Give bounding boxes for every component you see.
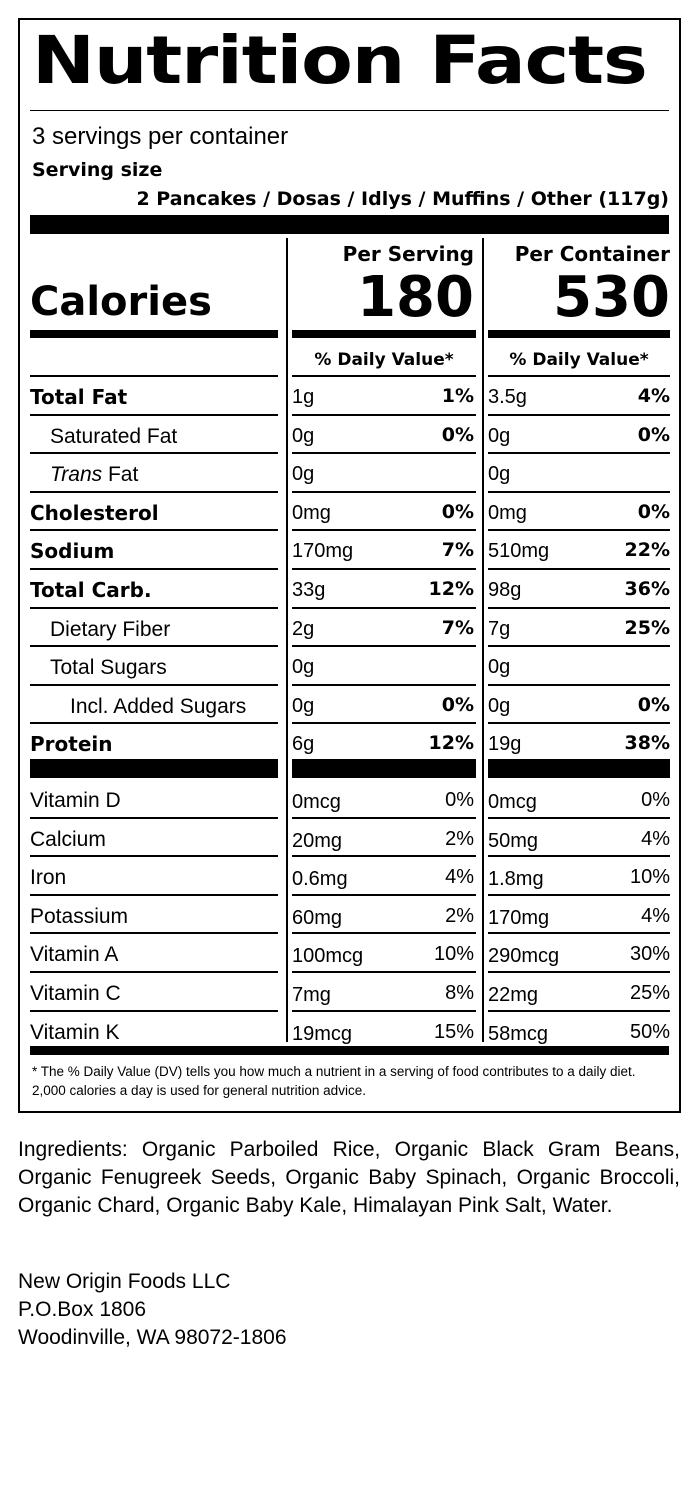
row-rule-right <box>488 894 670 896</box>
city-state-zip: Woodinville, WA 98072-1806 <box>18 1326 287 1349</box>
dv-header-serving: % Daily Value* <box>314 350 454 370</box>
container-amount: 1.8mg <box>488 868 544 891</box>
container-daily-value: 0% <box>637 423 670 446</box>
serving-amount: 170mg <box>292 540 354 563</box>
container-daily-value: 25% <box>624 616 670 639</box>
nutrient-name <box>30 539 115 564</box>
ingredients-text: Ingredients: Organic Parboiled Rice, Organic Black Gram Beans, Organic Fenugreek Seeds, Organic Baby Spinach, Organic Broccoli, Organic Chard, Organic Baby Kale, Himalayan Pink Salt, Water. <box>18 1138 680 1217</box>
row-rule-mid <box>292 414 476 416</box>
serving-amount: 100mcg <box>292 945 364 968</box>
row-rule-right <box>488 1010 670 1012</box>
nutrient-name <box>50 619 170 640</box>
vitamin-bar-right <box>488 759 670 778</box>
serving-amount: 7mg <box>292 984 331 1006</box>
container-amount: 7g <box>488 617 511 640</box>
serving-daily-value: 0% <box>441 693 474 716</box>
nutrient-name-text: Total Fat <box>30 385 128 409</box>
row-rule-mid <box>292 568 476 570</box>
row-rule-right <box>488 491 670 493</box>
nutrient-name-text: Calcium <box>30 827 106 851</box>
row-rule-left <box>30 684 278 686</box>
serving-amount: 1g <box>292 386 315 408</box>
calories-bar-right <box>488 330 670 338</box>
serving-size-label: Serving size <box>32 159 163 181</box>
container-amount: 98g <box>488 579 522 601</box>
serving-daily-value: 10% <box>433 943 474 966</box>
row-rule-right <box>488 452 670 454</box>
nutrient-name-text: Dietary Fiber <box>50 617 171 641</box>
container-amount: 50mg <box>488 829 539 852</box>
row-rule-left <box>30 817 278 819</box>
row-rule-left <box>30 971 278 973</box>
serving-daily-value: 2% <box>445 904 474 927</box>
row-rule-left <box>30 491 278 493</box>
container-daily-value: 38% <box>624 732 670 755</box>
row-rule-right <box>488 529 670 531</box>
servings-per-container: 3 servings per container <box>32 123 289 150</box>
container-daily-value: 50% <box>629 1020 670 1043</box>
row-rule-mid <box>292 529 476 531</box>
per-serving-header: Per Serving <box>342 242 474 266</box>
serving-daily-value: 4% <box>445 866 474 889</box>
nutrient-name <box>30 580 152 600</box>
serving-daily-value: 7% <box>441 616 474 639</box>
row-rule-left <box>30 529 278 531</box>
row-rule-left <box>30 568 278 570</box>
serving-size-value: 2 Pancakes / Dosas / Idlys / Muffins / Other (117g) <box>136 188 669 210</box>
container-amount: 290mcg <box>488 945 560 968</box>
container-daily-value: 0% <box>641 789 670 811</box>
row-rule-right <box>488 568 670 570</box>
serving-daily-value: 0% <box>441 423 474 446</box>
column-divider-left <box>286 238 288 1042</box>
nutrient-name-text: Iron <box>30 866 67 890</box>
nutrient-name-text: Vitamin D <box>30 789 121 812</box>
container-amount: 22mg <box>488 984 539 1006</box>
nutrient-name-text: Sodium <box>30 539 115 564</box>
serving-daily-value: 2% <box>445 827 474 850</box>
row-rule-mid <box>292 855 476 857</box>
serving-amount: 2g <box>292 617 315 640</box>
title-rule <box>30 110 669 111</box>
daily-value-footnote: * The % Daily Value (DV) tells you how much a nutrient in a serving of food contributes to a daily diet. 2,000 calories a day is used for general nutrition advice. <box>32 1064 636 1098</box>
nutrient-name-text: Incl. Added Sugars <box>70 694 247 718</box>
container-daily-value: 36% <box>624 578 670 600</box>
container-amount: 0g <box>488 694 511 717</box>
serving-amount: 19mcg <box>292 1022 353 1045</box>
serving-daily-value: 1% <box>441 385 474 407</box>
serving-daily-value: 15% <box>433 1020 474 1043</box>
company-address <box>18 1268 287 1352</box>
nutrient-name <box>30 1022 120 1043</box>
nutrient-name <box>30 732 113 757</box>
nutrient-name-text: Total Sugars <box>50 656 167 680</box>
row-rule-right <box>488 684 670 686</box>
row-rule-mid <box>292 722 476 724</box>
serving-amount: 0g <box>292 656 315 679</box>
row-rule-left <box>30 414 278 416</box>
row-rule-left <box>30 722 278 724</box>
serving-amount: 0g <box>292 463 315 486</box>
serving-amount: 33g <box>292 579 326 601</box>
nutrient-name <box>50 657 167 678</box>
nutrient-name-italic: Trans <box>50 463 103 487</box>
serving-amount: 20mg <box>292 829 343 852</box>
serving-daily-value: 7% <box>441 539 474 562</box>
row-rule-right <box>488 607 670 609</box>
calories-bar-left <box>30 330 278 338</box>
dv-header-container: % Daily Value* <box>509 350 649 370</box>
container-daily-value: 10% <box>629 866 670 889</box>
nutrient-name <box>30 983 121 1004</box>
container-daily-value: 30% <box>629 943 670 966</box>
calories-label: Calories <box>30 279 212 325</box>
serving-amount: 0g <box>292 424 315 447</box>
nutrient-name-text: Protein <box>30 732 113 757</box>
nutrition-facts-label <box>18 18 681 1113</box>
calories-bar-mid <box>292 330 476 338</box>
row-rule-mid <box>292 491 476 493</box>
container-amount: 0mcg <box>488 791 537 813</box>
row-rule-mid <box>292 894 476 896</box>
container-daily-value: 4% <box>641 827 670 850</box>
serving-amount: 60mg <box>292 906 343 929</box>
row-rule-mid <box>292 817 476 819</box>
label-title: Nutrition Facts <box>32 22 647 99</box>
nutrient-name <box>50 426 177 447</box>
container-amount: 58mcg <box>488 1022 549 1045</box>
row-rule-mid <box>292 607 476 609</box>
nutrient-name-text: Vitamin K <box>30 1020 120 1044</box>
serving-daily-value: 0% <box>441 500 474 523</box>
nutrient-name-text: Saturated Fat <box>50 424 178 448</box>
serving-daily-value: 12% <box>428 732 474 755</box>
container-amount: 0mg <box>488 501 527 524</box>
nutrient-name <box>30 790 121 811</box>
serving-amount: 0g <box>292 694 315 717</box>
row-rule-mid <box>292 932 476 934</box>
row-rule-right <box>488 414 670 416</box>
row-rule-left <box>30 855 278 857</box>
row-rule-left <box>30 894 278 896</box>
serving-amount: 0mcg <box>292 791 341 813</box>
row-rule-right <box>488 855 670 857</box>
container-daily-value: 22% <box>624 539 670 562</box>
serving-daily-value: 8% <box>445 982 474 1004</box>
row-rule-left <box>30 1010 278 1012</box>
row-rule-mid <box>292 1010 476 1012</box>
nutrient-name-text: Vitamin A <box>30 943 119 967</box>
row-rule-right <box>488 932 670 934</box>
serving-amount: 0mg <box>292 501 331 524</box>
container-amount: 170mg <box>488 906 550 929</box>
nutrient-name-text: Total Carb. <box>30 578 152 602</box>
vitamin-bar-mid <box>292 759 476 778</box>
container-amount: 0g <box>488 656 511 679</box>
nutrient-name <box>70 696 246 717</box>
calories-per-container: 530 <box>553 265 670 330</box>
row-rule-mid <box>292 971 476 973</box>
company-name: New Origin Foods LLC <box>18 1270 231 1293</box>
container-daily-value: 0% <box>637 500 670 523</box>
container-daily-value: 0% <box>637 693 670 716</box>
serving-amount: 0.6mg <box>292 868 348 891</box>
container-daily-value: 4% <box>641 904 670 927</box>
nutrient-name-text: Vitamin C <box>30 982 121 1005</box>
row-rule-left <box>30 932 278 934</box>
calories-per-serving: 180 <box>357 265 474 330</box>
row-rule-left <box>30 452 278 454</box>
nutrient-name <box>30 944 118 965</box>
row-rule-mid <box>292 452 476 454</box>
nutrient-name-text: Cholesterol <box>30 500 159 525</box>
nutrient-name <box>50 464 138 485</box>
serving-daily-value: 12% <box>428 578 474 600</box>
nutrient-name <box>30 387 127 407</box>
row-rule-mid <box>292 684 476 686</box>
per-container-header: Per Container <box>514 242 670 266</box>
container-amount: 3.5g <box>488 386 527 408</box>
nutrient-name-text: Potassium <box>30 904 129 928</box>
serving-amount: 6g <box>292 733 315 756</box>
container-daily-value: 4% <box>637 385 670 407</box>
container-amount: 0g <box>488 424 511 447</box>
nutrient-name <box>30 906 128 927</box>
row-rule-left <box>30 607 278 609</box>
row-rule-right <box>488 971 670 973</box>
container-amount: 510mg <box>488 540 550 563</box>
container-amount: 19g <box>488 733 522 756</box>
row-rule-left <box>30 645 278 647</box>
thick-bar-top <box>30 215 669 234</box>
row-rule-right <box>488 817 670 819</box>
nutrient-name <box>30 829 106 850</box>
dv-rule-mid <box>292 375 476 377</box>
column-divider-right <box>482 238 484 1042</box>
nutrient-name <box>30 867 66 888</box>
nutrient-name-text: Fat <box>102 463 139 487</box>
dv-rule-right <box>488 375 670 377</box>
row-rule-mid <box>292 645 476 647</box>
row-rule-right <box>488 722 670 724</box>
serving-daily-value: 0% <box>445 789 474 811</box>
container-daily-value: 25% <box>629 982 670 1004</box>
row-rule-right <box>488 645 670 647</box>
nutrient-name <box>30 500 159 525</box>
footnote-bar <box>30 1046 669 1055</box>
container-amount: 0g <box>488 463 511 486</box>
vitamin-bar-left <box>30 759 278 778</box>
dv-rule-left <box>30 375 278 377</box>
po-box: P.O.Box 1806 <box>18 1298 147 1321</box>
